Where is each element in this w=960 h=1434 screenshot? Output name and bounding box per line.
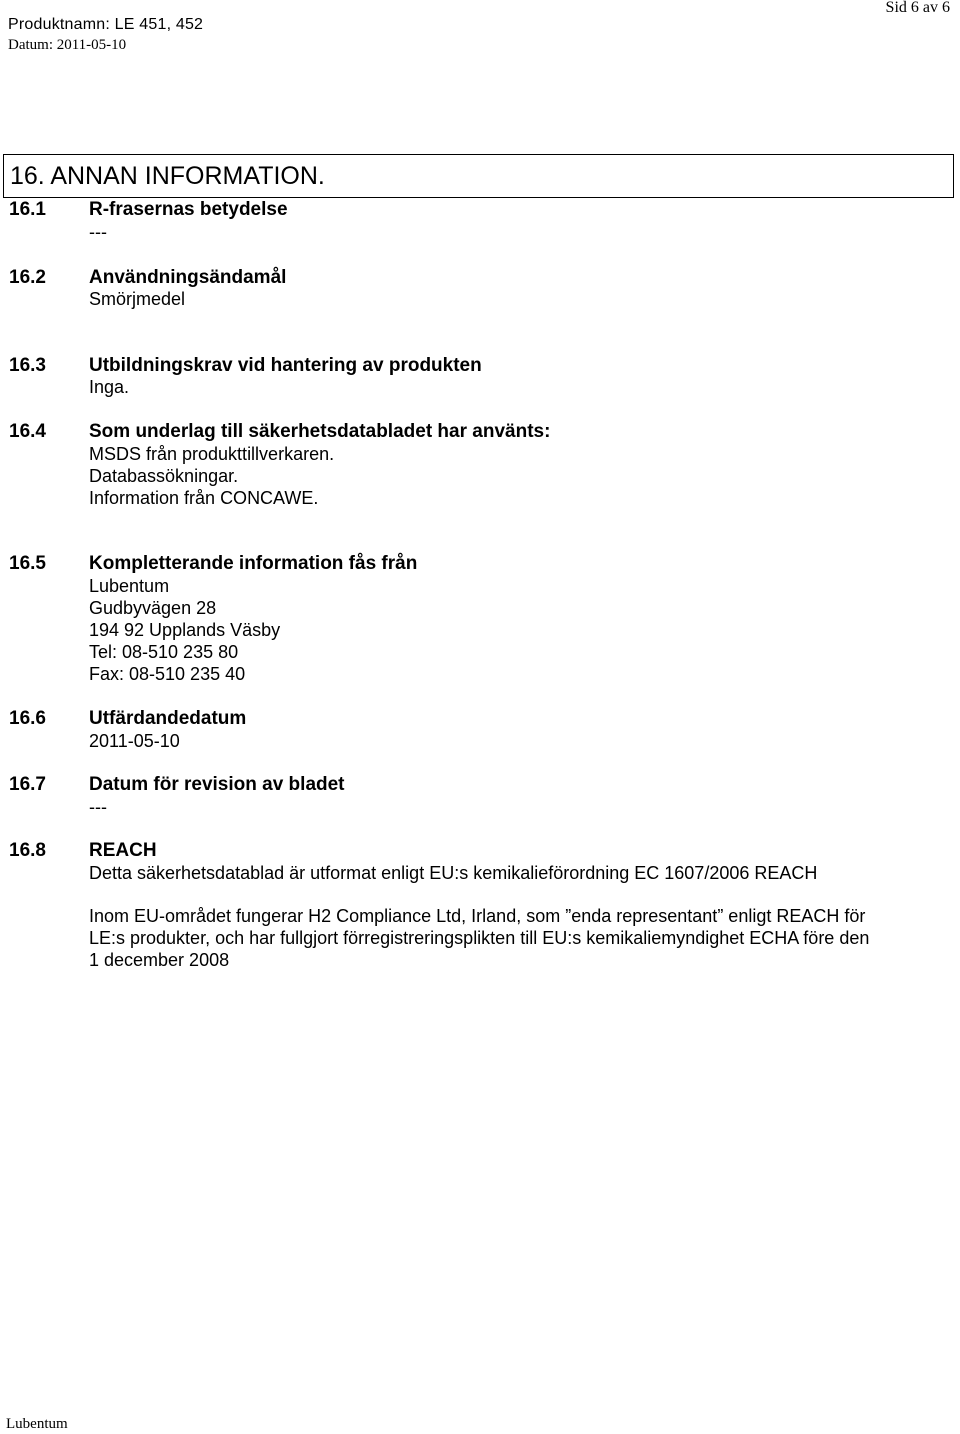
page-number: Sid 6 av 6 <box>885 0 950 16</box>
subsection-text-line: Databassökningar. <box>89 466 239 486</box>
revision-date-value: --- <box>89 797 107 817</box>
subsection-number-16-1: 16.1 <box>9 199 46 220</box>
subsection-text-line: --- <box>89 222 107 242</box>
reach-text-line: Detta säkerhetsdatablad är utformat enligt EU:s kemikalieförordning EC 1607/2006 REACH <box>89 863 818 883</box>
reach-text-line: Inom EU-området fungerar H2 Compliance Ltd, Irland, som ”enda representant” enligt REACH för <box>89 906 866 926</box>
header-date: Datum: 2011-05-10 <box>8 37 127 53</box>
subsection-text-line: MSDS från produkttillverkaren. <box>89 444 335 464</box>
subsection-number-16-6: 16.6 <box>9 708 46 729</box>
subsection-number-16-3: 16.3 <box>9 355 46 376</box>
subsection-text-line: Smörjmedel <box>89 289 186 309</box>
subsection-number-16-2: 16.2 <box>9 267 46 288</box>
contact-company: Lubentum <box>89 576 170 596</box>
subsection-heading-issue-date: Utfärdandedatum <box>89 708 247 729</box>
section-title: 16. ANNAN INFORMATION. <box>10 162 325 190</box>
footer-company: Lubentum <box>6 1416 68 1432</box>
subsection-number-16-4: 16.4 <box>9 421 46 442</box>
subsection-text-line: Information från CONCAWE. <box>89 488 319 508</box>
subsection-number-16-5: 16.5 <box>9 553 46 574</box>
contact-city: 194 92 Upplands Väsby <box>89 620 281 640</box>
subsection-heading-revision-date: Datum för revision av bladet <box>89 774 345 795</box>
contact-phone: Tel: 08-510 235 80 <box>89 642 239 662</box>
subsection-text-line: Inga. <box>89 377 130 397</box>
issue-date-value: 2011-05-10 <box>89 731 180 751</box>
contact-fax: Fax: 08-510 235 40 <box>89 664 246 684</box>
subsection-heading-contact: Kompletterande information fås från <box>89 553 418 574</box>
subsection-heading-intended-use: Användningsändamål <box>89 267 287 288</box>
subsection-heading-sources: Som underlag till säkerhetsdatabladet har använts: <box>89 421 551 442</box>
contact-street: Gudbyvägen 28 <box>89 598 217 618</box>
subsection-heading-reach: REACH <box>89 840 157 861</box>
reach-text-line: LE:s produkter, och har fullgjort förregistreringsplikten till EU:s kemikaliemyndighet ECHA före den <box>89 928 870 948</box>
subsection-number-16-8: 16.8 <box>9 840 46 861</box>
reach-text-line: 1 december 2008 <box>89 950 230 970</box>
subsection-number-16-7: 16.7 <box>9 774 46 795</box>
section-title-box <box>3 154 954 198</box>
subsection-heading-r-phrases: R-frasernas betydelse <box>89 199 288 220</box>
subsection-heading-training: Utbildningskrav vid hantering av produkten <box>89 355 482 376</box>
header-product-name: Produktnamn: LE 451, 452 <box>8 16 204 33</box>
